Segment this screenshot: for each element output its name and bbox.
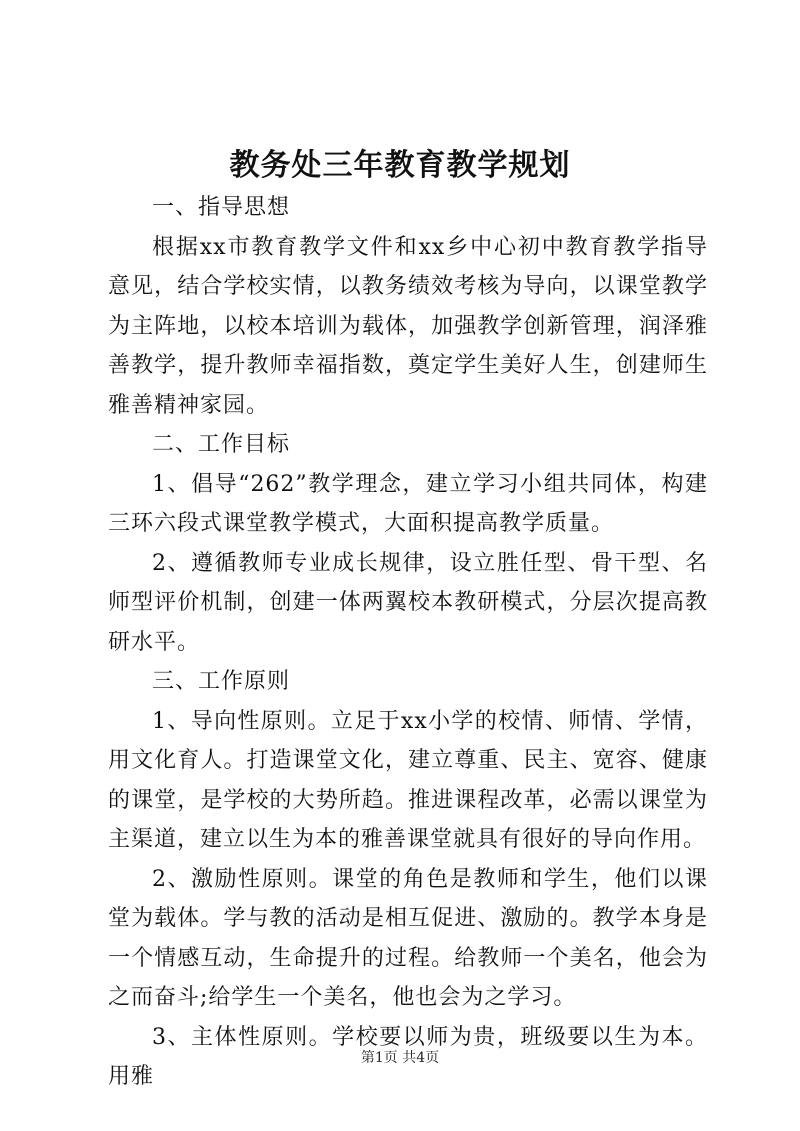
document-body: [108, 188, 708, 1097]
page-footer: [0, 1047, 800, 1067]
paragraph-principle-3: 3、主体性原则。学校要以师为贵，班级要以生为本。用雅: [108, 1024, 708, 1089]
paragraph-guiding-thought: 根据xx市教育教学文件和xx乡中心初中教育教学指导意见，结合学校实情，以教务绩效考核为导向，以课堂教学为主阵地，以校本培训为载体，加强教学创新管理，润泽雅善教学，提升教师幸福指数，奠定学生美好人生，创建师生雅善精神家园。: [108, 234, 708, 418]
paragraph-goal-2: 2、遵循教师专业成长规律，设立胜任型、骨干型、名师型评价机制，创建一体两翼校本教研模式，分层次提高教研水平。: [108, 550, 708, 655]
section-heading-guiding-thought: 一、指导思想: [152, 195, 291, 220]
paragraph-principle-2: 2、激励性原则。课堂的角色是教师和学生，他们以课堂为载体。学与教的活动是相互促进、激励的。教学本身是一个情感互动，生命提升的过程。给教师一个美名，他会为之而奋斗;给学生一个美名，他也会为之学习。: [108, 866, 708, 1010]
paragraph-principle-1: 1、导向性原则。立足于xx小学的校情、师情、学情，用文化育人。打造课堂文化，建立尊重、民主、宽容、健康的课堂，是学校的大势所趋。推进课程改革，必需以课堂为主渠道，建立以生为本的雅善课堂就具有很好的导向作用。: [108, 708, 708, 852]
section-heading-work-principles: 三、工作原则: [152, 669, 291, 694]
page-number: 第1页 共4页: [360, 1050, 440, 1066]
document-title: 教务处三年教育教学规划: [229, 148, 571, 183]
paragraph-goal-1: 1、倡导“262”教学理念，建立学习小组共同体，构建三环六段式课堂教学模式，大面积提高教学质量。: [108, 471, 708, 536]
section-heading-work-goals: 二、工作目标: [152, 432, 291, 457]
